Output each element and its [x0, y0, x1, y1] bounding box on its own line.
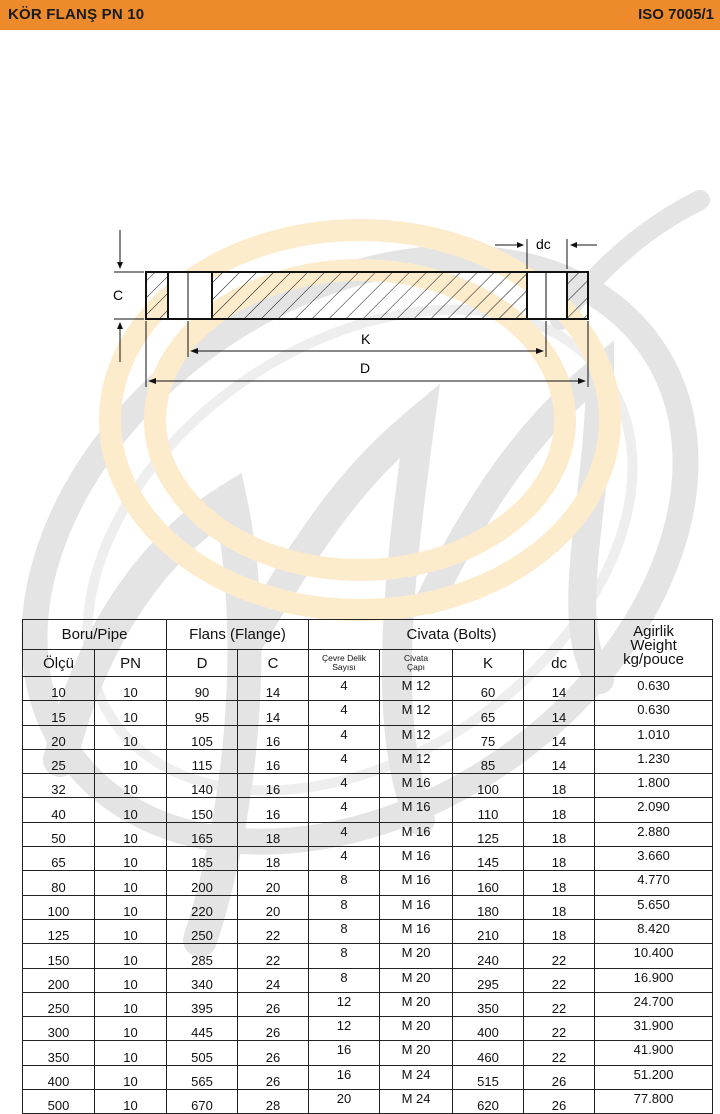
cell-c: 26: [238, 1017, 309, 1041]
cell-c: 18: [238, 847, 309, 871]
cell-pn: 10: [95, 798, 167, 822]
cell-pn: 10: [95, 847, 167, 871]
col-holes: [309, 650, 380, 677]
cell-pn: 10: [95, 944, 167, 968]
col-bolt-line1: Civata: [403, 653, 429, 663]
cell-c: 18: [238, 822, 309, 846]
cell-holes: 4: [309, 798, 380, 822]
cell-d: 285: [167, 944, 238, 968]
cell-olcu: 300: [23, 1017, 95, 1041]
cell-d: 250: [167, 919, 238, 943]
cell-c: 16: [238, 774, 309, 798]
cell-pn: 10: [95, 1065, 167, 1089]
cell-pn: 10: [95, 895, 167, 919]
cell-weight: 31.900: [595, 1017, 713, 1041]
cell-weight: 2.090: [595, 798, 713, 822]
cell-weight: 5.650: [595, 895, 713, 919]
cell-bolt: M 16: [380, 822, 453, 846]
table-row: [23, 992, 713, 1016]
cell-olcu: 350: [23, 1041, 95, 1065]
col-holes-line2: Sayısı: [332, 662, 356, 672]
cell-c: 28: [238, 1090, 309, 1114]
cell-bolt: M 24: [380, 1090, 453, 1114]
cell-holes: 8: [309, 895, 380, 919]
col-k: K: [453, 650, 524, 677]
label-dc: dc: [536, 236, 551, 252]
cell-olcu: 500: [23, 1090, 95, 1114]
cell-k: 125: [453, 822, 524, 846]
header-bar: [0, 0, 720, 30]
cell-k: 100: [453, 774, 524, 798]
cell-holes: 8: [309, 871, 380, 895]
cell-bolt: M 12: [380, 749, 453, 773]
weight-header: [595, 620, 713, 677]
cell-holes: 12: [309, 992, 380, 1016]
cell-olcu: 65: [23, 847, 95, 871]
cell-olcu: 10: [23, 677, 95, 701]
cell-c: 20: [238, 895, 309, 919]
standard-code: ISO 7005/1: [638, 6, 714, 23]
cell-d: 165: [167, 822, 238, 846]
cell-dc: 26: [524, 1065, 595, 1089]
cell-dc: 22: [524, 992, 595, 1016]
cell-olcu: 150: [23, 944, 95, 968]
col-bolt-line2: Çapı: [407, 662, 425, 672]
cell-k: 295: [453, 968, 524, 992]
cell-dc: 14: [524, 677, 595, 701]
cell-holes: 4: [309, 749, 380, 773]
cell-k: 160: [453, 871, 524, 895]
cell-k: 180: [453, 895, 524, 919]
flange-diagram: [100, 225, 620, 395]
cell-d: 445: [167, 1017, 238, 1041]
cell-dc: 14: [524, 725, 595, 749]
cell-bolt: M 16: [380, 871, 453, 895]
cell-k: 620: [453, 1090, 524, 1114]
table-row: [23, 1041, 713, 1065]
table-row: [23, 944, 713, 968]
cell-bolt: M 16: [380, 919, 453, 943]
table-row: [23, 968, 713, 992]
cell-dc: 22: [524, 1017, 595, 1041]
cell-dc: 22: [524, 968, 595, 992]
label-d: D: [360, 360, 371, 376]
cell-dc: 18: [524, 774, 595, 798]
cell-bolt: M 12: [380, 677, 453, 701]
cell-k: 75: [453, 725, 524, 749]
cell-c: 26: [238, 1041, 309, 1065]
cell-weight: 0.630: [595, 701, 713, 725]
cell-c: 26: [238, 1065, 309, 1089]
cell-bolt: M 16: [380, 774, 453, 798]
cell-weight: 1.010: [595, 725, 713, 749]
col-pn: PN: [95, 650, 167, 677]
cell-pn: 10: [95, 1090, 167, 1114]
cell-k: 65: [453, 701, 524, 725]
cell-weight: 1.230: [595, 749, 713, 773]
cell-pn: 10: [95, 1041, 167, 1065]
cell-k: 110: [453, 798, 524, 822]
cell-c: 16: [238, 798, 309, 822]
table-row: [23, 871, 713, 895]
cell-k: 145: [453, 847, 524, 871]
cell-d: 95: [167, 701, 238, 725]
cell-weight: 24.700: [595, 992, 713, 1016]
cell-bolt: M 12: [380, 701, 453, 725]
cell-olcu: 80: [23, 871, 95, 895]
cell-weight: 8.420: [595, 919, 713, 943]
cell-bolt: M 20: [380, 1017, 453, 1041]
cell-dc: 14: [524, 749, 595, 773]
col-dc: dc: [524, 650, 595, 677]
col-bolt-size: [380, 650, 453, 677]
cell-bolt: M 16: [380, 847, 453, 871]
cell-holes: 16: [309, 1065, 380, 1089]
cell-dc: 22: [524, 1041, 595, 1065]
cell-holes: 20: [309, 1090, 380, 1114]
cell-pn: 10: [95, 677, 167, 701]
cell-dc: 18: [524, 871, 595, 895]
cell-weight: 16.900: [595, 968, 713, 992]
table-row: [23, 725, 713, 749]
cell-holes: 8: [309, 968, 380, 992]
cell-d: 395: [167, 992, 238, 1016]
cell-olcu: 125: [23, 919, 95, 943]
cell-olcu: 100: [23, 895, 95, 919]
cell-k: 60: [453, 677, 524, 701]
table-row: [23, 847, 713, 871]
cell-holes: 12: [309, 1017, 380, 1041]
cell-bolt: M 20: [380, 944, 453, 968]
cell-holes: 4: [309, 677, 380, 701]
cell-c: 22: [238, 944, 309, 968]
cell-d: 220: [167, 895, 238, 919]
cell-weight: 3.660: [595, 847, 713, 871]
table-row: [23, 919, 713, 943]
cell-weight: 4.770: [595, 871, 713, 895]
cell-dc: 14: [524, 701, 595, 725]
cell-pn: 10: [95, 992, 167, 1016]
cell-weight: 0.630: [595, 677, 713, 701]
cell-c: 16: [238, 725, 309, 749]
cell-d: 340: [167, 968, 238, 992]
dimension-table: [22, 619, 713, 1114]
cell-olcu: 400: [23, 1065, 95, 1089]
cell-dc: 22: [524, 944, 595, 968]
cell-weight: 77.800: [595, 1090, 713, 1114]
cell-bolt: M 20: [380, 992, 453, 1016]
group-pipe: Boru/Pipe: [23, 620, 167, 650]
table-row: [23, 1017, 713, 1041]
cell-weight: 1.800: [595, 774, 713, 798]
cell-weight: 10.400: [595, 944, 713, 968]
cell-d: 200: [167, 871, 238, 895]
col-holes-line1: Çevre Delik: [322, 653, 366, 663]
cell-k: 350: [453, 992, 524, 1016]
group-flange: Flans (Flange): [167, 620, 309, 650]
cell-k: 515: [453, 1065, 524, 1089]
cell-k: 85: [453, 749, 524, 773]
cell-olcu: 40: [23, 798, 95, 822]
cell-c: 22: [238, 919, 309, 943]
table-row: [23, 677, 713, 701]
cell-d: 115: [167, 749, 238, 773]
cell-c: 20: [238, 871, 309, 895]
table-row: [23, 774, 713, 798]
table-row: [23, 1065, 713, 1089]
cell-holes: 16: [309, 1041, 380, 1065]
cell-d: 150: [167, 798, 238, 822]
cell-weight: 51.200: [595, 1065, 713, 1089]
cell-pn: 10: [95, 1017, 167, 1041]
page-title: KÖR FLANŞ PN 10: [8, 6, 145, 23]
cell-c: 14: [238, 701, 309, 725]
cell-c: 14: [238, 677, 309, 701]
cell-d: 140: [167, 774, 238, 798]
cell-d: 105: [167, 725, 238, 749]
cell-olcu: 50: [23, 822, 95, 846]
cell-olcu: 25: [23, 749, 95, 773]
cell-olcu: 200: [23, 968, 95, 992]
cell-holes: 4: [309, 774, 380, 798]
cell-dc: 18: [524, 798, 595, 822]
table-row: [23, 822, 713, 846]
cell-bolt: M 24: [380, 1065, 453, 1089]
cell-holes: 4: [309, 701, 380, 725]
label-c: C: [113, 287, 124, 303]
cell-dc: 18: [524, 847, 595, 871]
cell-pn: 10: [95, 919, 167, 943]
weight-header-text: Agirlik Weight kg/pouce: [623, 623, 684, 668]
cell-d: 90: [167, 677, 238, 701]
cell-c: 26: [238, 992, 309, 1016]
cell-bolt: M 16: [380, 895, 453, 919]
col-c: C: [238, 650, 309, 677]
table-row: [23, 701, 713, 725]
cell-k: 400: [453, 1017, 524, 1041]
cell-holes: 4: [309, 725, 380, 749]
cell-bolt: M 20: [380, 1041, 453, 1065]
cell-dc: 18: [524, 919, 595, 943]
cell-pn: 10: [95, 822, 167, 846]
cell-olcu: 250: [23, 992, 95, 1016]
cell-dc: 18: [524, 822, 595, 846]
cell-holes: 4: [309, 822, 380, 846]
cell-bolt: M 12: [380, 725, 453, 749]
cell-pn: 10: [95, 725, 167, 749]
cell-pn: 10: [95, 701, 167, 725]
cell-k: 210: [453, 919, 524, 943]
cell-dc: 18: [524, 895, 595, 919]
cell-pn: 10: [95, 774, 167, 798]
cell-weight: 41.900: [595, 1041, 713, 1065]
label-k: K: [361, 331, 371, 347]
table-row: [23, 1090, 713, 1114]
cell-c: 16: [238, 749, 309, 773]
cell-pn: 10: [95, 871, 167, 895]
table-row: [23, 798, 713, 822]
cell-olcu: 32: [23, 774, 95, 798]
cell-bolt: M 16: [380, 798, 453, 822]
table-row: [23, 749, 713, 773]
col-olcu: Ölçü: [23, 650, 95, 677]
cell-d: 185: [167, 847, 238, 871]
group-bolts: Civata (Bolts): [309, 620, 595, 650]
cell-olcu: 15: [23, 701, 95, 725]
cell-olcu: 20: [23, 725, 95, 749]
cell-c: 24: [238, 968, 309, 992]
table-row: [23, 895, 713, 919]
cell-dc: 26: [524, 1090, 595, 1114]
cell-pn: 10: [95, 968, 167, 992]
cell-d: 505: [167, 1041, 238, 1065]
cell-bolt: M 20: [380, 968, 453, 992]
cell-holes: 4: [309, 847, 380, 871]
cell-pn: 10: [95, 749, 167, 773]
cell-d: 565: [167, 1065, 238, 1089]
cell-k: 460: [453, 1041, 524, 1065]
cell-holes: 8: [309, 944, 380, 968]
cell-k: 240: [453, 944, 524, 968]
cell-holes: 8: [309, 919, 380, 943]
cell-d: 670: [167, 1090, 238, 1114]
col-d: D: [167, 650, 238, 677]
cell-weight: 2.880: [595, 822, 713, 846]
